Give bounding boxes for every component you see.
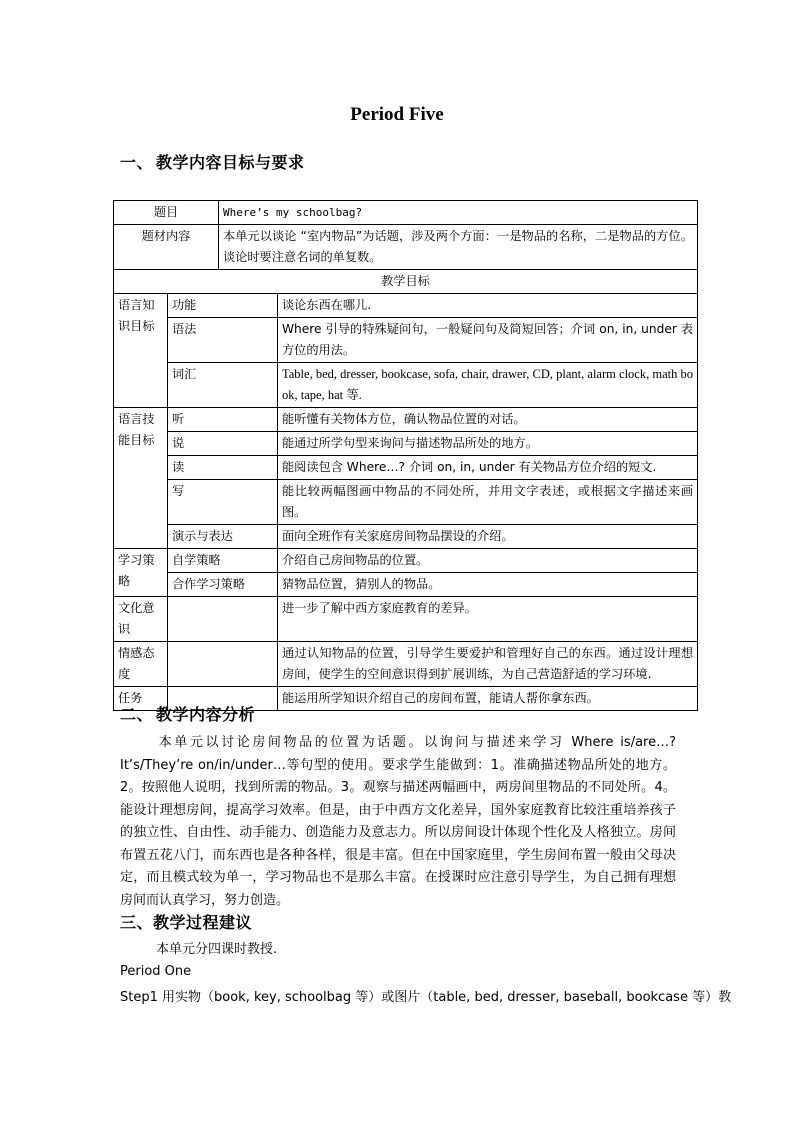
subcategory-label: 语法	[168, 318, 278, 363]
category-task: 任务	[114, 687, 168, 711]
subcategory-label: 功能	[168, 294, 278, 318]
section-heading-3: 三、教学过程建议	[120, 913, 253, 932]
subcategory-label: 说	[168, 432, 278, 456]
table-row	[114, 270, 698, 294]
section-number: 二、	[120, 705, 154, 724]
subcategory-value: 介绍自己房间物品的位置。	[278, 549, 698, 573]
table-row	[114, 456, 698, 480]
table-row	[114, 480, 698, 525]
table-row	[114, 573, 698, 597]
subcategory-value: 能比较两幅图画中物品的不同处所，并用文字表述，或根据文字描述来画图。	[278, 480, 698, 525]
subcategory-value: 能听懂有关物体方位，确认物品位置的对话。	[278, 408, 698, 432]
empty-cell	[168, 597, 278, 642]
objectives-table	[113, 200, 698, 711]
culture-value: 进一步了解中西方家庭教育的差异。	[278, 597, 698, 642]
analysis-paragraph	[120, 732, 676, 912]
subcategory-value: 能阅读包含 Where…? 介词 on, in, under 有关物品方位介绍的短文.	[278, 456, 698, 480]
subcategory-label: 自学策略	[168, 549, 278, 573]
section-title: 教学内容分析	[156, 705, 256, 724]
emotion-value: 通过认知物品的位置，引导学生要爱护和管理好自己的东西。通过设计理想房间，使学生的空间意识得到扩展训练，为自己营造舒适的学习环境.	[278, 642, 698, 687]
document-title: Period Five	[350, 104, 444, 125]
content-value: 本单元以谈论 “室内物品”为话题，涉及两个方面：一是物品的名称，二是物品的方位。谈论时要注意名词的单复数。	[219, 225, 698, 270]
content-label: 题材内容	[114, 225, 219, 270]
table-row	[114, 642, 698, 687]
table-row	[114, 318, 698, 363]
section-heading-2	[120, 702, 255, 725]
analysis-text: 本单元以讨论房间物品的位置为话题。以询问与描述来学习 Where is/are…? It’s/They’re on/in/under…等句型的使用。要求学生能做到：1。准确描述物品所处的地方。2。按照他人说明，找到所需的物品。3。观察与描述两幅画中，两房间里物品的不同处所。4。 能设计理想房间，提高学习效率。但是，由于中西方文化差异，国外家庭教育比较注重培养孩子的独立性、自由性、动手能力、创造能力及意志力。所以房间设计体现个性化及人格独立。房间布置五花八门，而东西也是各种各样，很是丰富。但在中国家庭里，学生房间布置一般由父母决定，而且模式较为单一，学习物品也不是那么丰富。在授课时应注意引导学生，为自己拥有理想房间而认真学习，努力创造。	[120, 735, 676, 908]
topic-value: Where’s my schoolbag?	[219, 201, 698, 225]
subcategory-label: 词汇	[168, 363, 278, 408]
table-row	[114, 597, 698, 642]
category-culture: 文化意识	[114, 597, 168, 642]
subcategory-label: 演示与表达	[168, 525, 278, 549]
category-emotion: 情感态度	[114, 642, 168, 687]
topic-label: 题目	[114, 201, 219, 225]
table-row	[114, 549, 698, 573]
subcategory-value: Table, bed, dresser, bookcase, sofa, chair, drawer, CD, plant, alarm clock, math book, tape, hat 等.	[278, 363, 698, 408]
subcategory-label: 写	[168, 480, 278, 525]
table-row	[114, 432, 698, 456]
subcategory-label: 听	[168, 408, 278, 432]
task-value: 能运用所学知识介绍自己的房间布置，能请人帮你拿东西。	[278, 687, 698, 711]
process-line-2: Period One	[120, 964, 192, 979]
empty-cell	[168, 642, 278, 687]
process-line-1: 本单元分四课时教授.	[156, 942, 278, 957]
section-title: 教学内容目标与要求	[156, 153, 305, 172]
table-row	[114, 408, 698, 432]
subcategory-label: 合作学习策略	[168, 573, 278, 597]
subcategory-value: 面向全班作有关家庭房间物品摆设的介绍。	[278, 525, 698, 549]
objectives-header: 教学目标	[114, 270, 698, 294]
subcategory-value: Where 引导的特殊疑问句，一般疑问句及简短回答；介词 on, in, under 表方位的用法。	[278, 318, 698, 363]
process-line-3: Step1 用实物（book, key, schoolbag 等）或图片（table, bed, dresser, baseball, bookcase 等）教	[120, 990, 732, 1005]
category-language-knowledge: 语言知识目标	[114, 294, 168, 408]
category-strategy: 学习策略	[114, 549, 168, 597]
subcategory-value: 谈论东西在哪儿.	[278, 294, 698, 318]
table-row	[114, 525, 698, 549]
section-number: 一、	[120, 153, 154, 172]
table-row	[114, 225, 698, 270]
category-language-skills: 语言技能目标	[114, 408, 168, 549]
subcategory-value: 能通过所学句型来询问与描述物品所处的地方。	[278, 432, 698, 456]
section-heading-1	[120, 150, 305, 173]
table-row	[114, 363, 698, 408]
subcategory-value: 猜物品位置，猜别人的物品。	[278, 573, 698, 597]
subcategory-label: 读	[168, 456, 278, 480]
table-row	[114, 294, 698, 318]
table-row	[114, 201, 698, 225]
